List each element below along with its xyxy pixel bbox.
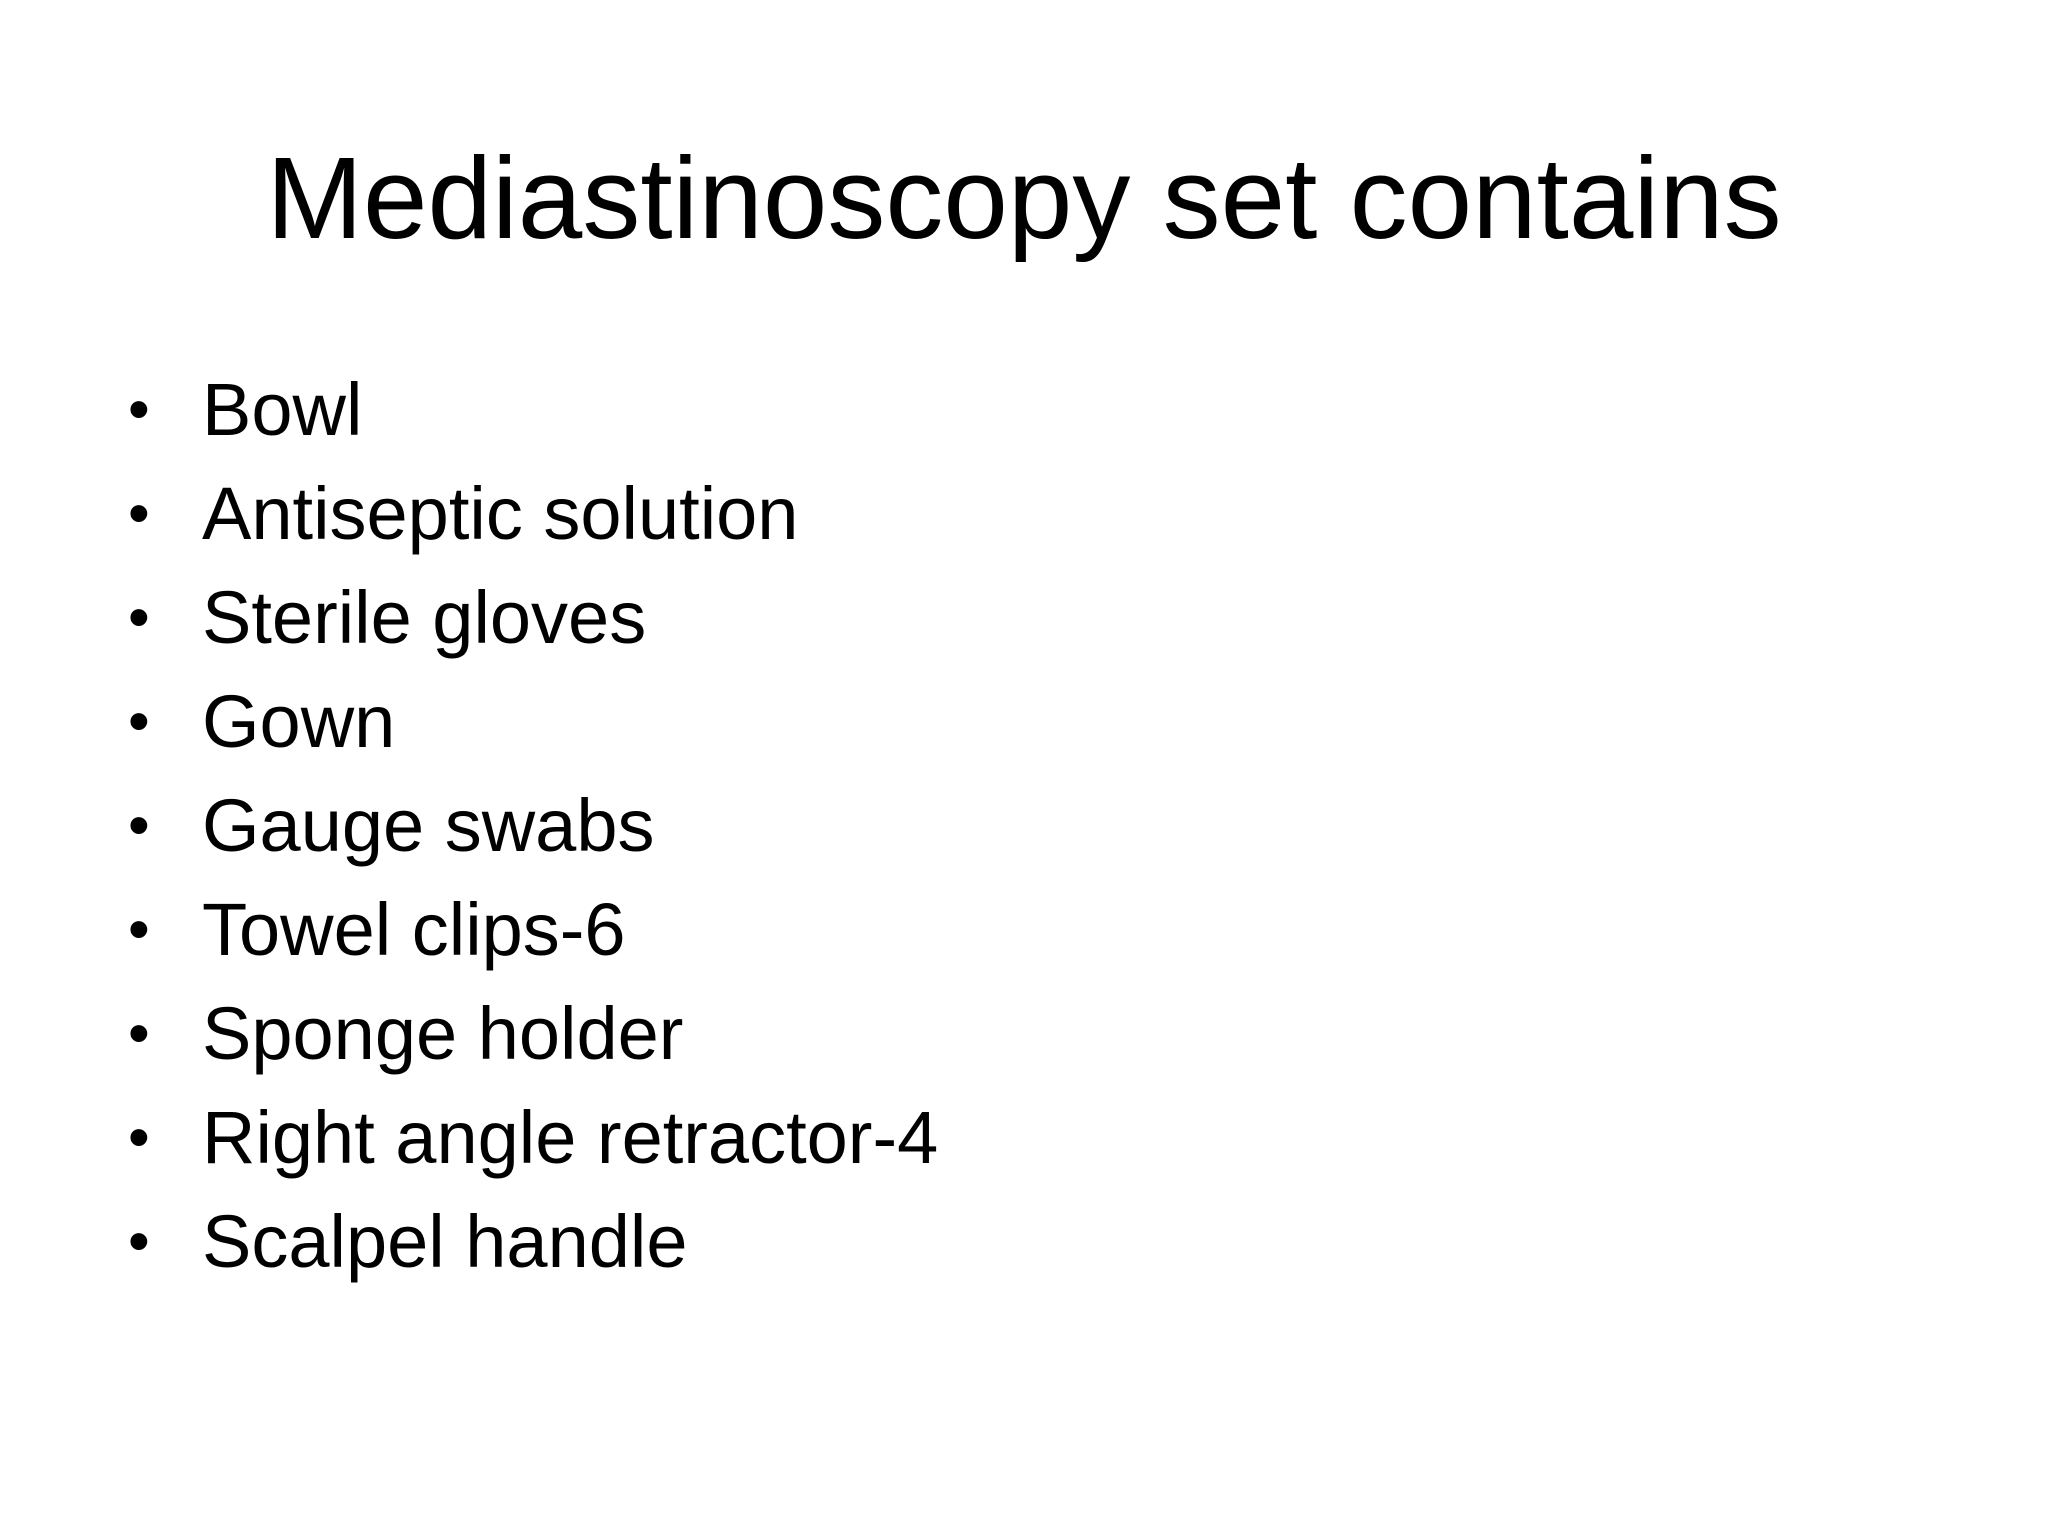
bullet-icon: •: [128, 791, 150, 860]
bullet-icon: •: [128, 687, 150, 756]
list-item-text: Antiseptic solution: [202, 472, 799, 555]
list-item-text: Bowl: [202, 368, 363, 451]
bullet-icon: •: [128, 375, 150, 444]
bullet-icon: •: [128, 1207, 150, 1276]
list-item-text: Gauge swabs: [202, 784, 655, 867]
list-item-text: Scalpel handle: [202, 1200, 688, 1283]
bullet-icon: •: [128, 583, 150, 652]
list-item-text: Sponge holder: [202, 992, 684, 1075]
list-item-text: Towel clips-6: [202, 888, 626, 971]
list-item-text: Gown: [202, 680, 396, 763]
bullet-icon: •: [128, 1103, 150, 1172]
list-item-text: Sterile gloves: [202, 576, 647, 659]
bullet-icon: •: [128, 479, 150, 548]
slide-title: Mediastinoscopy set contains: [266, 133, 1782, 263]
list-item-text: Right angle retractor-4: [202, 1096, 939, 1179]
bullet-icon: •: [128, 895, 150, 964]
bullet-icon: •: [128, 999, 150, 1068]
